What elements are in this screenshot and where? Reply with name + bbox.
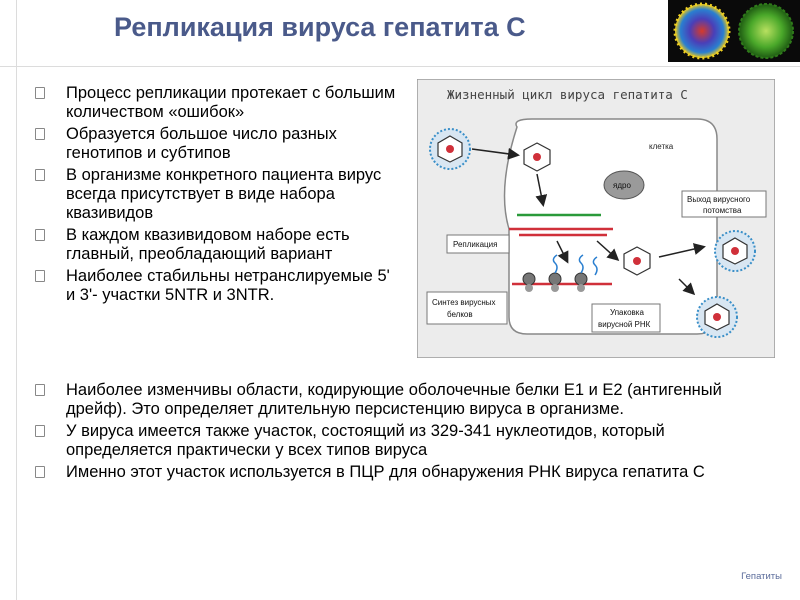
title-divider bbox=[0, 66, 800, 67]
list-item: В организме конкретного пациента вирус всегда присутствует в виде набора квазивидов bbox=[35, 166, 400, 223]
list-item: У вируса имеется также участок, состоящий из 329-341 нуклеотидов, который определяется практически у всех типов вируса bbox=[35, 422, 765, 460]
list-item: В каждом квазивидовом наборе есть главный, преобладающий вариант bbox=[35, 226, 400, 264]
replication-label: Репликация bbox=[453, 240, 498, 249]
bullet-marker-icon bbox=[35, 128, 45, 140]
synthesis-label-line2: белков bbox=[447, 310, 473, 319]
list-item: Наиболее изменчивы области, кодирующие оболочечные белки Е1 и Е2 (антигенный дрейф). Это определяет длительную персистенцию вируса в организме. bbox=[35, 381, 765, 419]
nucleus-label: ядро bbox=[613, 181, 631, 190]
bullet-marker-icon bbox=[35, 87, 45, 99]
bullet-marker-icon bbox=[35, 229, 45, 241]
packaging-label-line1: Упаковка bbox=[610, 308, 644, 317]
bullet-marker-icon bbox=[35, 425, 45, 437]
slide-title: Репликация вируса гепатита С bbox=[114, 12, 526, 42]
diagram-title: Жизненный цикл вируса гепатита С bbox=[447, 87, 688, 102]
synthesis-label-line1: Синтез вирусных bbox=[432, 298, 496, 307]
released-virion-icon bbox=[697, 297, 737, 337]
exit-label-line2: потомства bbox=[703, 206, 742, 215]
virus-micrograph-images bbox=[668, 0, 800, 62]
list-item: Наиболее стабильны нетранслируемые 5' и 3'- участки 5NTR и 3NTR. bbox=[35, 267, 400, 305]
left-guide-line bbox=[16, 0, 17, 600]
packaging-label-line2: вирусной РНК bbox=[598, 320, 651, 329]
synthesis-label-box bbox=[427, 292, 507, 324]
bullet-marker-icon bbox=[35, 384, 45, 396]
bottom-bullet-list bbox=[35, 381, 765, 485]
entering-virion-icon bbox=[430, 129, 470, 169]
bullet-marker-icon bbox=[35, 466, 45, 478]
list-item: Процесс репликации протекает с большим количеством «ошибок» bbox=[35, 84, 400, 122]
list-item: Образуется большое число разных генотипов и субтипов bbox=[35, 125, 400, 163]
exit-label-line1: Выход вирусного bbox=[687, 195, 751, 204]
top-bullet-list bbox=[35, 84, 400, 308]
virus-particles-icon bbox=[668, 0, 800, 62]
hcv-life-cycle-diagram bbox=[417, 79, 775, 358]
footer-label: Гепатиты bbox=[741, 571, 782, 582]
cell-label: клетка bbox=[649, 142, 674, 151]
released-virion-icon bbox=[715, 231, 755, 271]
list-item: Именно этот участок используется в ПЦР для обнаружения РНК вируса гепатита С bbox=[35, 463, 765, 482]
bullet-marker-icon bbox=[35, 169, 45, 181]
bullet-marker-icon bbox=[35, 270, 45, 282]
